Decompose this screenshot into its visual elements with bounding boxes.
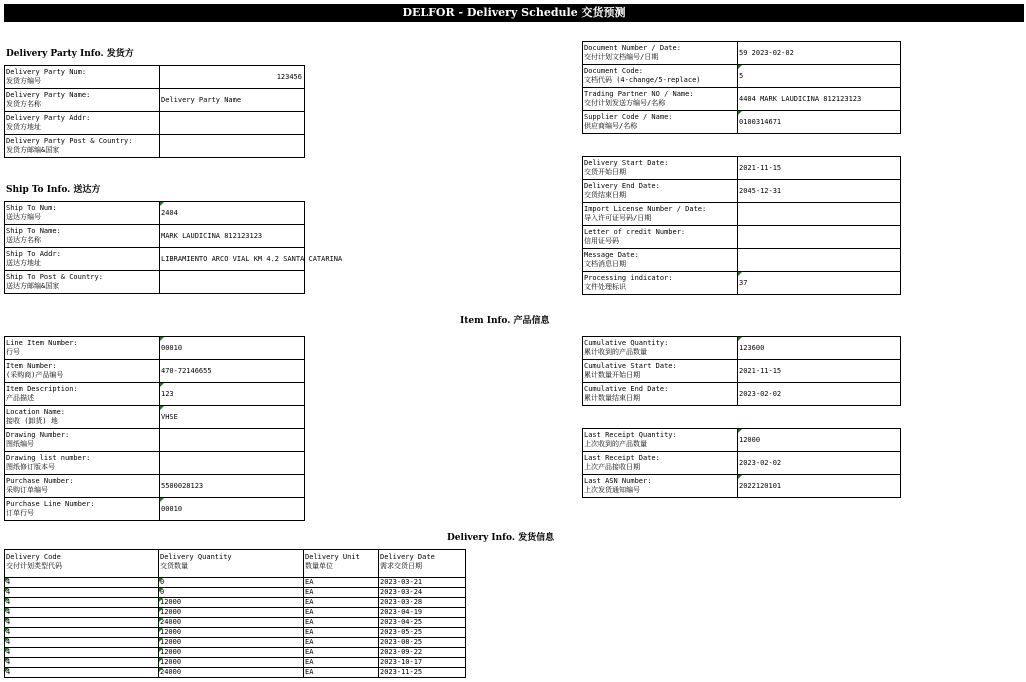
field-label-location-name: [5, 406, 160, 429]
cell-marker-icon: [160, 498, 164, 502]
field-label-import-license-number-date: [583, 203, 738, 226]
column-header-delivery-unit: [304, 550, 379, 578]
field-value-line-item-number: 00010: [160, 337, 305, 360]
header-cn: 交付计划类型代码: [6, 562, 62, 570]
label-cn: 信用证号码: [584, 237, 619, 245]
label-cn: 发货方编号: [6, 77, 41, 85]
table-row: [583, 475, 901, 498]
delivery-date-cell: 2023-05-25: [379, 628, 466, 638]
table-row: [583, 111, 901, 134]
label-cn: 图纸修订版本号: [6, 463, 55, 471]
table-row: [5, 429, 305, 452]
table-row: [583, 337, 901, 360]
label-en: Delivery Party Name:: [6, 91, 91, 99]
table-row: [583, 65, 901, 88]
delivery-code-cell: 4: [5, 658, 159, 668]
field-value-last-asn-number: 2022120101: [738, 475, 901, 498]
delivery-date-cell: 2023-04-19: [379, 608, 466, 618]
field-value-drawing-number: [160, 429, 305, 452]
label-en: Processing indicator:: [584, 274, 673, 282]
item-heading: Item Info. 产品信息: [460, 316, 550, 326]
label-cn: 订单行号: [6, 509, 34, 517]
delivery-date-cell: 2023-09-22: [379, 648, 466, 658]
cell-marker-icon: [160, 406, 164, 410]
label-en: Cumulative End Date:: [584, 385, 669, 393]
field-label-delivery-party-post-country: [5, 135, 160, 158]
delivery-date-cell: 2023-03-24: [379, 588, 466, 598]
delivery-code-cell: 4: [5, 668, 159, 678]
label-cn: 交货开始日期: [584, 168, 626, 176]
field-label-ship-to-num: [5, 202, 160, 225]
cell-marker-icon: [5, 628, 9, 632]
cell-marker-icon: [5, 668, 9, 672]
label-en: Trading Partner NO / Name:: [584, 90, 694, 98]
field-label-trading-partner-no-name: [583, 88, 738, 111]
delivery-date-cell: 2023-10-17: [379, 658, 466, 668]
field-label-document-code: [583, 65, 738, 88]
delivery-table: [4, 549, 466, 678]
table-row: [5, 628, 466, 638]
table-row: [583, 42, 901, 65]
field-label-item-description: [5, 383, 160, 406]
delivery-quantity-cell: 12000: [159, 648, 304, 658]
field-value-location-name: VHSE: [160, 406, 305, 429]
table-row: [5, 598, 466, 608]
field-value-document-code: 5: [738, 65, 901, 88]
delivery-heading: Delivery Info. 发货信息: [447, 533, 555, 543]
field-value-delivery-party-num: 123456: [160, 66, 305, 89]
label-cn: 上次产品接收日期: [584, 463, 640, 471]
delivery-quantity-cell: 12000: [159, 598, 304, 608]
delivery-quantity-cell: 12000: [159, 658, 304, 668]
field-label-delivery-party-num: [5, 66, 160, 89]
field-value-supplier-code-name: 0100314671: [738, 111, 901, 134]
cell-marker-icon: [738, 65, 742, 69]
cell-marker-icon: [159, 628, 163, 632]
table-row: [5, 668, 466, 678]
delivery-unit-cell: EA: [304, 578, 379, 588]
cell-marker-icon: [159, 618, 163, 622]
delivery-unit-cell: EA: [304, 658, 379, 668]
label-cn: 发货方名称: [6, 100, 41, 108]
header-cn: 数量单位: [305, 562, 333, 570]
label-en: Item Number:: [6, 362, 57, 370]
label-cn: 交付计划发送方编号/名称: [584, 99, 666, 107]
table-row: [5, 383, 305, 406]
field-label-purchase-number: [5, 475, 160, 498]
delivery-unit-cell: EA: [304, 598, 379, 608]
label-cn: (采购商)产品编号: [6, 371, 64, 379]
label-cn: 发货方地址: [6, 123, 41, 131]
delivery-party-heading: Delivery Party Info. 发货方: [6, 49, 134, 59]
header-cn: 交货数量: [160, 562, 188, 570]
cell-marker-icon: [5, 598, 9, 602]
field-label-delivery-party-addr: [5, 112, 160, 135]
table-row: [5, 638, 466, 648]
field-value-delivery-party-addr: [160, 112, 305, 135]
field-label-cumulative-quantity: [583, 337, 738, 360]
table-row: [583, 88, 901, 111]
label-cn: 文档消息日期: [584, 260, 626, 268]
table-row: [5, 648, 466, 658]
cell-marker-icon: [5, 588, 9, 592]
delivery-quantity-cell: 0: [159, 578, 304, 588]
field-label-cumulative-end-date: [583, 383, 738, 406]
label-cn: 交货结束日期: [584, 191, 626, 199]
label-cn: 交付计划文档编号/日期: [584, 53, 659, 61]
field-label-delivery-party-name: [5, 89, 160, 112]
label-cn: 送达方邮编&国家: [6, 282, 60, 290]
label-en: Delivery Start Date:: [584, 159, 669, 167]
field-value-last-receipt-quantity: 12000: [738, 429, 901, 452]
cell-marker-icon: [5, 618, 9, 622]
table-row: [583, 452, 901, 475]
label-en: Ship To Name:: [6, 227, 61, 235]
ship-to-heading: Ship To Info. 送达方: [6, 185, 101, 195]
label-en: Message Date:: [584, 251, 639, 259]
label-en: Purchase Line Number:: [6, 500, 95, 508]
field-value-ship-to-num: 2404: [160, 202, 305, 225]
label-en: Cumulative Quantity:: [584, 339, 669, 347]
field-label-drawing-list-number: [5, 452, 160, 475]
table-row: [583, 360, 901, 383]
header-cn: 需求交货日期: [380, 562, 422, 570]
field-value-delivery-start-date: 2021-11-15: [738, 157, 901, 180]
label-en: Supplier Code / Name:: [584, 113, 673, 121]
header-en: Delivery Unit: [305, 553, 360, 561]
cell-marker-icon: [159, 588, 163, 592]
delivery-unit-cell: EA: [304, 608, 379, 618]
label-cn: 文档代码 (4-change/5-replace): [584, 76, 701, 84]
label-en: Last Receipt Date:: [584, 454, 660, 462]
header-en: Delivery Code: [6, 553, 61, 561]
ship-to-table: [4, 201, 343, 294]
table-row: [5, 406, 305, 429]
label-cn: 供应商编号/名称: [584, 122, 638, 130]
table-row: [583, 203, 901, 226]
table-row: [5, 588, 466, 598]
label-en: Ship To Addr:: [6, 250, 61, 258]
delivery-code-cell: 4: [5, 598, 159, 608]
label-cn: 送达方名称: [6, 236, 41, 244]
label-en: Delivery Party Addr:: [6, 114, 91, 122]
field-label-ship-to-name: [5, 225, 160, 248]
delivery-unit-cell: EA: [304, 668, 379, 678]
label-cn: 文件处理标识: [584, 283, 626, 291]
table-row: [5, 337, 305, 360]
field-value-trading-partner-no-name: 4404 MARK LAUDICINA 812123123: [738, 88, 901, 111]
delivery-unit-cell: EA: [304, 628, 379, 638]
label-cn: 导入许可证号码/日期: [584, 214, 652, 222]
table-row: [583, 429, 901, 452]
cumulative-table: [582, 336, 901, 406]
document-table: [582, 41, 901, 134]
field-value-drawing-list-number: [160, 452, 305, 475]
field-label-item-number: [5, 360, 160, 383]
field-label-last-receipt-date: [583, 452, 738, 475]
delivery-unit-cell: EA: [304, 618, 379, 628]
label-cn: 接收 (卸货) 地: [6, 417, 58, 425]
table-row: [5, 89, 305, 112]
cell-marker-icon: [738, 272, 742, 276]
delivery-quantity-cell: 24000: [159, 668, 304, 678]
label-en: Ship To Post & Country:: [6, 273, 103, 281]
label-en: Location Name:: [6, 408, 66, 416]
delivery-unit-cell: EA: [304, 638, 379, 648]
field-value-processing-indicator: 37: [738, 272, 901, 295]
label-cn: 累计数量结束日期: [584, 394, 640, 402]
label-en: Document Number / Date:: [584, 44, 681, 52]
cell-marker-icon: [160, 337, 164, 341]
cell-marker-icon: [738, 429, 742, 433]
delivery-date-cell: 2023-03-21: [379, 578, 466, 588]
field-value-purchase-number: 5500028123: [160, 475, 305, 498]
cell-marker-icon: [159, 658, 163, 662]
delivery-date-cell: 2023-03-28: [379, 598, 466, 608]
item-table: [4, 336, 305, 521]
field-value-document-number-date: 59 2023-02-02: [738, 42, 901, 65]
field-label-letter-of-credit-number: [583, 226, 738, 249]
delivery-code-cell: 4: [5, 648, 159, 658]
label-cn: 发货方邮编&国家: [6, 146, 60, 154]
delivery-date-cell: 2023-08-25: [379, 638, 466, 648]
field-value-cumulative-start-date: 2021-11-15: [738, 360, 901, 383]
field-value-item-number: 470-72146655: [160, 360, 305, 383]
field-label-drawing-number: [5, 429, 160, 452]
table-row: [5, 202, 305, 225]
field-value-purchase-line-number: 00010: [160, 498, 305, 521]
label-en: Line Item Number:: [6, 339, 78, 347]
label-cn: 图纸编号: [6, 440, 34, 448]
table-row: [583, 157, 901, 180]
field-label-processing-indicator: [583, 272, 738, 295]
label-cn: 采购订单编号: [6, 486, 48, 494]
field-value-delivery-party-post-country: [160, 135, 305, 158]
delivery-quantity-cell: 12000: [159, 628, 304, 638]
field-label-last-asn-number: [583, 475, 738, 498]
field-label-ship-to-addr: [5, 248, 160, 271]
table-row: [5, 248, 305, 271]
table-row: [5, 271, 305, 294]
label-en: Purchase Number:: [6, 477, 74, 485]
label-cn: 行号: [6, 348, 20, 356]
table-row: [5, 135, 305, 158]
delivery-date-cell: 2023-11-25: [379, 668, 466, 678]
label-en: Last Receipt Quantity:: [584, 431, 677, 439]
field-value-import-license-number-date: [738, 203, 901, 226]
delivery-quantity-cell: 12000: [159, 608, 304, 618]
cell-marker-icon: [159, 668, 163, 672]
cell-marker-icon: [159, 578, 163, 582]
delivery-party-table: [4, 65, 305, 158]
table-row: [583, 383, 901, 406]
field-value-cumulative-end-date: 2023-02-02: [738, 383, 901, 406]
table-row: [5, 498, 305, 521]
field-label-delivery-start-date: [583, 157, 738, 180]
table-row: [583, 272, 901, 295]
field-value-ship-to-addr: LIBRAMIENTO ARCO VIAL KM 4.2 SANTA CATARINA: [160, 248, 305, 271]
field-label-line-item-number: [5, 337, 160, 360]
field-value-ship-to-post-country: [160, 271, 305, 294]
label-en: Ship To Num:: [6, 204, 57, 212]
label-cn: 送达方编号: [6, 213, 41, 221]
field-value-letter-of-credit-number: [738, 226, 901, 249]
label-cn: 上次收到的产品数量: [584, 440, 647, 448]
cell-marker-icon: [160, 202, 164, 206]
label-en: Letter of credit Number:: [584, 228, 686, 236]
table-row: [5, 608, 466, 618]
table-row: [5, 112, 305, 135]
cell-marker-icon: [738, 475, 742, 479]
column-header-delivery-code: [5, 550, 159, 578]
label-en: Drawing list number:: [6, 454, 91, 462]
cell-marker-icon: [5, 578, 9, 582]
delivery-code-cell: 4: [5, 578, 159, 588]
cell-marker-icon: [159, 608, 163, 612]
field-value-delivery-end-date: 2045-12-31: [738, 180, 901, 203]
field-value-cumulative-quantity: 123600: [738, 337, 901, 360]
table-row: [5, 225, 305, 248]
field-label-delivery-end-date: [583, 180, 738, 203]
field-value-item-description: 123: [160, 383, 305, 406]
label-cn: 产品描述: [6, 394, 34, 402]
label-cn: 累计收到的产品数量: [584, 348, 647, 356]
cell-marker-icon: [5, 608, 9, 612]
column-header-delivery-date: [379, 550, 466, 578]
label-en: Last ASN Number:: [584, 477, 652, 485]
table-row: [5, 618, 466, 628]
field-label-ship-to-post-country: [5, 271, 160, 294]
header-en: Delivery Quantity: [160, 553, 232, 561]
delivery-code-cell: 4: [5, 638, 159, 648]
label-cn: 累计数量开始日期: [584, 371, 640, 379]
label-en: Drawing Number:: [6, 431, 70, 439]
field-label-cumulative-start-date: [583, 360, 738, 383]
table-row: [5, 475, 305, 498]
field-label-supplier-code-name: [583, 111, 738, 134]
delivery-header-row: [5, 550, 466, 578]
field-label-document-number-date: [583, 42, 738, 65]
table-row: [5, 360, 305, 383]
delivery-unit-cell: EA: [304, 648, 379, 658]
delivery-unit-cell: EA: [304, 588, 379, 598]
field-value-delivery-party-name: Delivery Party Name: [160, 89, 305, 112]
cell-marker-icon: [738, 111, 742, 115]
cell-marker-icon: [159, 638, 163, 642]
label-en: Delivery Party Post & Country:: [6, 137, 133, 145]
cell-marker-icon: [159, 598, 163, 602]
cell-marker-icon: [160, 383, 164, 387]
delivery-code-cell: 4: [5, 588, 159, 598]
label-cn: 上次发货通知编号: [584, 486, 640, 494]
delivery-quantity-cell: 0: [159, 588, 304, 598]
delivery-code-cell: 4: [5, 628, 159, 638]
column-header-delivery-quantity: [159, 550, 304, 578]
field-label-purchase-line-number: [5, 498, 160, 521]
label-en: Delivery Party Num:: [6, 68, 87, 76]
field-value-ship-to-name: MARK LAUDICINA 812123123: [160, 225, 305, 248]
label-en: Cumulative Start Date:: [584, 362, 677, 370]
table-row: [5, 452, 305, 475]
delivery-quantity-cell: 12000: [159, 638, 304, 648]
table-row: [5, 66, 305, 89]
header-en: Delivery Date: [380, 553, 435, 561]
receipt-table: [582, 428, 901, 498]
delivery-quantity-cell: 24000: [159, 618, 304, 628]
table-row: [5, 578, 466, 588]
field-value-message-date: [738, 249, 901, 272]
delivery-code-cell: 4: [5, 608, 159, 618]
cell-marker-icon: [159, 648, 163, 652]
label-cn: 送达方地址: [6, 259, 41, 267]
page-title: DELFOR - Delivery Schedule 交货预测: [4, 4, 1024, 22]
label-en: Import License Number / Date:: [584, 205, 707, 213]
table-row: [5, 658, 466, 668]
cell-marker-icon: [5, 638, 9, 642]
field-label-message-date: [583, 249, 738, 272]
cell-marker-icon: [738, 337, 742, 341]
cell-marker-icon: [5, 648, 9, 652]
table-row: [583, 226, 901, 249]
field-label-last-receipt-quantity: [583, 429, 738, 452]
label-en: Document Code:: [584, 67, 644, 75]
cell-marker-icon: [5, 658, 9, 662]
label-en: Delivery End Date:: [584, 182, 660, 190]
schedule-table: [582, 156, 901, 295]
table-row: [583, 249, 901, 272]
table-row: [583, 180, 901, 203]
field-value-last-receipt-date: 2023-02-02: [738, 452, 901, 475]
delivery-date-cell: 2023-04-25: [379, 618, 466, 628]
label-en: Item Description:: [6, 385, 78, 393]
delivery-code-cell: 4: [5, 618, 159, 628]
